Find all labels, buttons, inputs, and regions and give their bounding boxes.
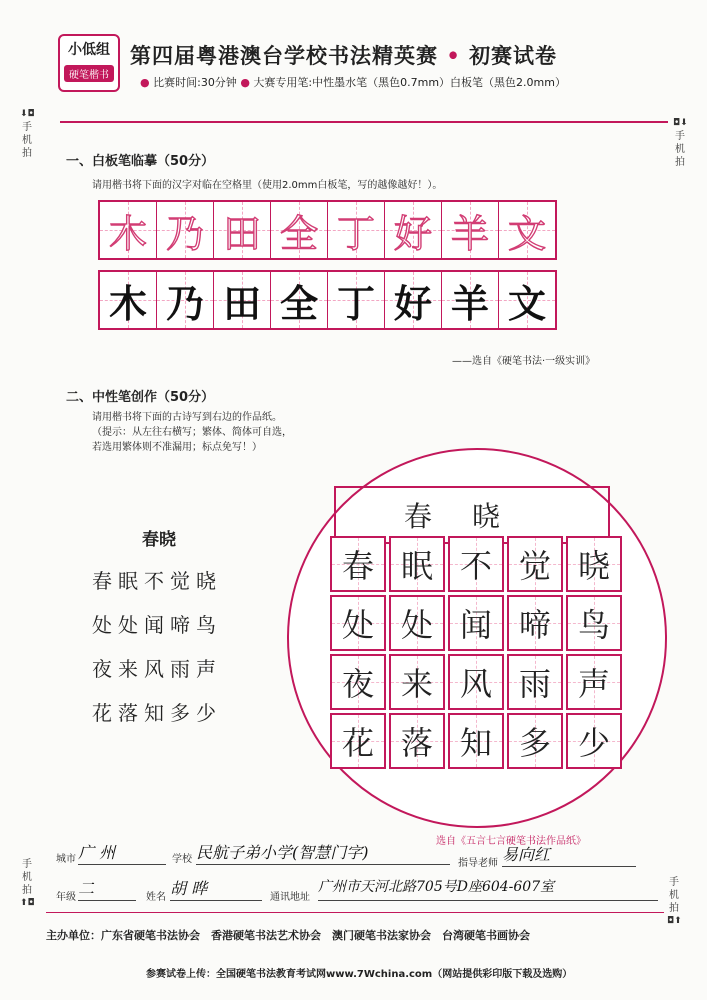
section1-source: ——选自《硬笔书法·一级实训》 <box>452 356 596 367</box>
tracing-grid-outline <box>98 200 557 260</box>
address-label: 通讯地址 <box>270 892 310 903</box>
side-mark-top-left <box>20 108 34 160</box>
work-cell[interactable]: 知 <box>448 713 504 769</box>
section1-heading: 一、白板笔临摹（50分） <box>66 154 215 169</box>
work-cell[interactable]: 花 <box>330 713 386 769</box>
competition-logo <box>58 34 120 92</box>
title-sub: 初赛试卷 <box>469 43 558 68</box>
tracing-cell[interactable]: 丁 <box>328 202 385 258</box>
section1-instruction: 请用楷书将下面的汉字对临在空格里（使用2.0mm白板笔，写的越像越好！）。 <box>92 180 443 191</box>
camera-icon: ⬆◘ <box>20 898 35 908</box>
bottom-divider <box>46 912 664 913</box>
name-field[interactable]: 胡 晔 <box>170 876 262 901</box>
teacher-label: 指导老师 <box>458 858 498 869</box>
poem-line: 夜来风雨声 <box>92 657 222 681</box>
tracing-cell[interactable]: 乃 <box>157 202 214 258</box>
camera-icon: ◘⬇ <box>673 118 688 128</box>
work-cell[interactable]: 啼 <box>507 595 563 651</box>
work-title-box[interactable]: 春晓 <box>334 486 610 544</box>
school-label: 学校 <box>172 854 192 865</box>
bullet-icon: ● <box>240 76 250 89</box>
title-main: 第四届粤港澳台学校书法精英赛 <box>130 43 438 68</box>
upload-info: 参赛试卷上传：全国硬笔书法教育考试网www.7Wchina.com（网站提供彩印版下载及选购） <box>146 969 573 980</box>
camera-icon: ◘⬆ <box>667 916 682 926</box>
grade-label: 年级 <box>56 892 76 903</box>
tracing-cell[interactable]: 文 <box>499 202 555 258</box>
grade-field[interactable]: 二 <box>78 876 136 901</box>
camera-icon: ⬇◘ <box>20 109 35 119</box>
work-cell[interactable]: 处 <box>330 595 386 651</box>
address-field[interactable]: 广州市天河北路705号D座604-607室 <box>318 876 658 901</box>
exam-time: 比赛时间:30分钟 <box>153 76 237 89</box>
side-label: 手机拍 <box>22 122 32 159</box>
copy-cell[interactable]: 羊 <box>442 272 499 328</box>
work-cell[interactable]: 眠 <box>389 536 445 592</box>
section2-source: 选自《五言七言硬笔书法作品纸》 <box>436 836 586 847</box>
bullet-icon: ● <box>140 76 150 89</box>
logo-group-text: 小低组 <box>68 42 110 58</box>
side-label: 手机拍 <box>22 859 32 896</box>
tracing-cell[interactable]: 木 <box>100 202 157 258</box>
section2-heading: 二、中性笔创作（50分） <box>66 390 215 405</box>
work-cell[interactable]: 多 <box>507 713 563 769</box>
work-cell[interactable]: 晓 <box>566 536 622 592</box>
logo-category-text: 硬笔楷书 <box>64 65 114 82</box>
work-cell[interactable]: 春 <box>330 536 386 592</box>
copy-grid-filled <box>98 270 557 330</box>
school-field[interactable]: 民航子弟小学(智慧门字) <box>196 840 450 865</box>
poem-line: 处处闻啼鸟 <box>92 613 222 637</box>
exam-info <box>140 74 566 90</box>
work-cell[interactable]: 觉 <box>507 536 563 592</box>
poem-line: 花落知多少 <box>92 701 222 725</box>
side-mark-bottom-right <box>667 876 681 928</box>
copy-cell[interactable]: 木 <box>100 272 157 328</box>
teacher-field[interactable]: 易向红 <box>502 842 636 867</box>
work-cell[interactable]: 不 <box>448 536 504 592</box>
copy-cell[interactable]: 丁 <box>328 272 385 328</box>
copy-cell[interactable]: 全 <box>271 272 328 328</box>
tracing-cell[interactable]: 全 <box>271 202 328 258</box>
work-cell[interactable]: 夜 <box>330 654 386 710</box>
copy-cell[interactable]: 好 <box>385 272 442 328</box>
tracing-cell[interactable]: 好 <box>385 202 442 258</box>
section2-instructions <box>92 410 292 455</box>
work-cell[interactable]: 落 <box>389 713 445 769</box>
poem-title: 春晓 <box>142 530 176 550</box>
side-label: 手机拍 <box>669 877 679 914</box>
tracing-cell[interactable]: 田 <box>214 202 271 258</box>
work-cell[interactable]: 风 <box>448 654 504 710</box>
page-title <box>130 40 557 70</box>
copy-cell[interactable]: 田 <box>214 272 271 328</box>
work-cell[interactable]: 声 <box>566 654 622 710</box>
copy-cell[interactable]: 乃 <box>157 272 214 328</box>
copy-cell[interactable]: 文 <box>499 272 555 328</box>
city-field[interactable]: 广 州 <box>78 840 166 865</box>
side-mark-bottom-left <box>20 858 34 910</box>
side-label: 手机拍 <box>675 131 685 168</box>
work-cell[interactable]: 雨 <box>507 654 563 710</box>
exam-pen: 大赛专用笔:中性墨水笔（黑色0.7mm）白板笔（黑色2.0mm） <box>253 76 566 89</box>
instruction-line: 请用楷书将下面的古诗写到右边的作品纸。 <box>92 412 282 423</box>
tracing-cell[interactable]: 羊 <box>442 202 499 258</box>
work-cell[interactable]: 鸟 <box>566 595 622 651</box>
organizers: 主办单位：广东省硬笔书法协会 香港硬笔书法艺术协会 澳门硬笔书法家协会 台湾硬笔书画协会 <box>46 929 530 942</box>
city-label: 城市 <box>56 854 76 865</box>
work-cell[interactable]: 来 <box>389 654 445 710</box>
side-mark-top-right <box>673 117 687 169</box>
top-divider <box>60 121 668 123</box>
instruction-line: 若选用繁体则不准漏用；标点免写！） <box>92 442 262 453</box>
work-cell[interactable]: 少 <box>566 713 622 769</box>
title-dot: • <box>446 43 461 68</box>
work-cell[interactable]: 闻 <box>448 595 504 651</box>
name-label: 姓名 <box>146 892 166 903</box>
instruction-line: （提示：从左往右横写；繁体、简体可自选， <box>92 427 292 438</box>
work-cell[interactable]: 处 <box>389 595 445 651</box>
poem-line: 春眠不觉晓 <box>92 569 222 593</box>
work-grid <box>330 536 622 769</box>
